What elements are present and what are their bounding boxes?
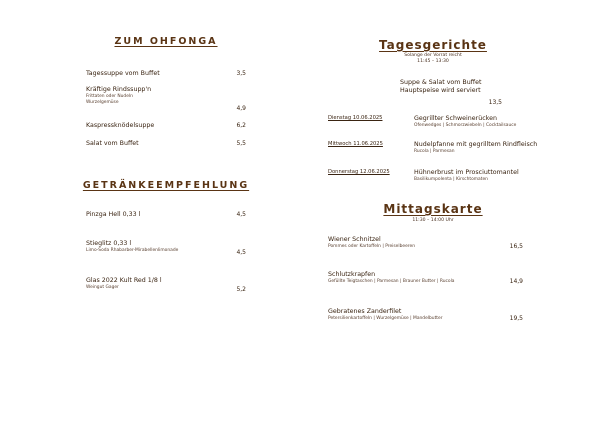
buffet-line: Suppe & Salat vom Buffet: [400, 79, 482, 86]
menu-item: [86, 86, 246, 112]
daily-special-sides: Ofenwedges | Schmorzwiebeln | Cocktailsauce: [414, 123, 517, 128]
section-title-getraenke: GETRÄNKEEMPFEHLUNG: [82, 180, 250, 191]
menu-item-price: 3,5: [236, 70, 246, 77]
section-title-zum-ohfonga: ZUM OHFONGA: [114, 36, 218, 47]
daily-special-dish: Hühnerbrust im Prosciuttomantel: [414, 169, 519, 176]
daily-special-body: [414, 169, 519, 183]
menu-item-name: Tagessuppe vom Buffet: [86, 70, 160, 77]
left-column: [82, 36, 250, 293]
availability-note: Solange der Vorrat reicht: [404, 53, 462, 58]
serving-time: 11:45 – 13:30: [417, 59, 449, 64]
daily-special-dish: Nudelpfanne mit gegrilltem Rindfleisch: [414, 141, 538, 148]
drink-name: Stieglitz 0,33 l: [86, 240, 132, 247]
daily-special-date: Dienstag 10.06.2025: [328, 115, 383, 121]
lunch-item-price: 16,5: [509, 243, 523, 250]
lunch-item: [328, 308, 523, 322]
daily-special-date: Donnerstag 12.06.2025: [328, 169, 390, 175]
lunch-item-description: Gefüllte Teigtaschen | Parmesan | Brauner Butter | Rucola: [328, 279, 455, 284]
lunch-item-description: Pommes oder Kartoffeln | Preiselbeeren: [328, 244, 415, 249]
lunch-item-name: Gebratenes Zanderfilet: [328, 308, 402, 315]
lunch-item-description: Petersilienkartoffeln | Wurzelgemüse | Mandelbutter: [328, 316, 443, 321]
menu-item: [86, 140, 246, 148]
menu-item-price: 5,5: [236, 140, 246, 147]
menu-item-description: Frittaten oder Nudeln: [86, 94, 133, 99]
section-title-mittagskarte: Mittagskarte: [383, 202, 483, 216]
daily-special-dish: Gegrillter Schweinerücken: [414, 115, 497, 122]
lunch-item-price: 19,5: [509, 315, 523, 322]
mittag-time: 11:30 – 14:00 Uhr: [412, 218, 454, 223]
drink-name: Pinzga Hell 0,33 l: [86, 211, 141, 218]
drink-item: [86, 277, 246, 291]
daily-special-sides: Basilikumpolenta | Kirschtomaten: [414, 177, 488, 182]
menu-item: [86, 122, 246, 130]
lunch-item: [328, 236, 523, 250]
menu-item-price: 6,2: [236, 122, 246, 129]
daily-special-body: [414, 141, 537, 155]
buffet-info: [400, 79, 538, 106]
daily-special-date: Mittwoch 11.06.2025: [328, 141, 383, 147]
menu-item-description: Wurzelgemüse: [86, 99, 119, 105]
menu-item: [86, 70, 246, 78]
buffet-line: Hauptspeise wird serviert: [400, 87, 481, 94]
menu-item-price: 4,9: [236, 105, 246, 112]
daily-special-body: [414, 115, 516, 129]
buffet-price: 13,5: [488, 99, 502, 106]
drink-description: Weingut Gager: [86, 285, 119, 290]
drink-description: Limo-Soda Rhabarber-Mirabellenlimonade: [86, 248, 179, 253]
drink-name: Glas 2022 Kult Red 1/8 l: [86, 277, 162, 284]
section-title-tagesgerichte: Tagesgerichte: [379, 38, 487, 52]
drink-price: 4,5: [236, 211, 246, 218]
lunch-item-name: Schlutzkrapfen: [328, 271, 376, 278]
lunch-item: [328, 271, 523, 285]
drink-price: 4,5: [236, 249, 246, 256]
drink-item: [86, 211, 246, 219]
drink-price: 5,2: [236, 286, 246, 293]
menu-item-name: Salat vom Buffet: [86, 140, 139, 147]
menu-item-name: Kaspressknödelsuppe: [86, 122, 155, 129]
lunch-item-price: 14,9: [509, 278, 523, 285]
menu-item-name: Kräftige Rindssupp'n: [86, 86, 152, 93]
right-column: [328, 38, 538, 322]
drink-item: [86, 240, 246, 254]
daily-special-sides: Rucola | Parmesan: [414, 149, 455, 154]
lunch-item-name: Wiener Schnitzel: [328, 236, 381, 243]
